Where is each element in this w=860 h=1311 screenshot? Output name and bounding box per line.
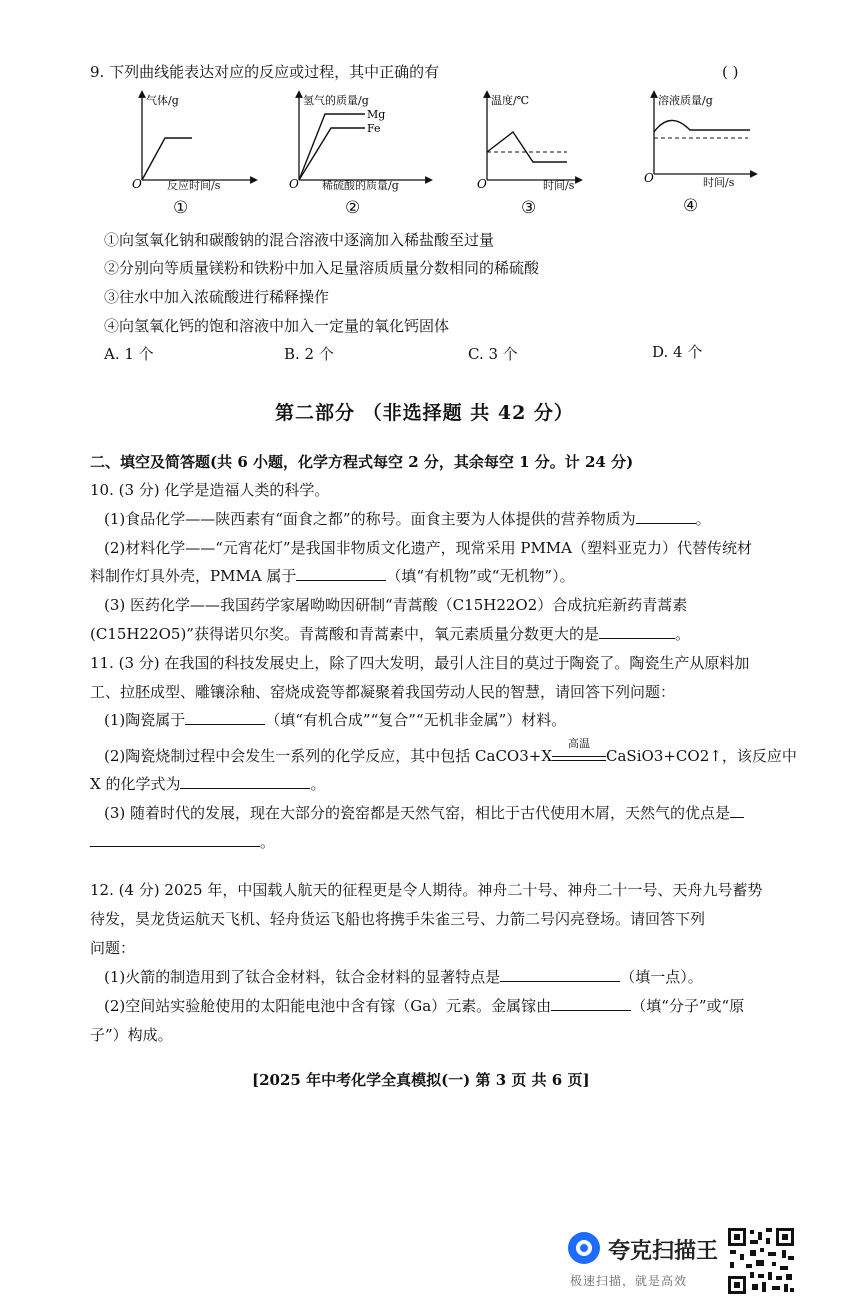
q12-stem-line-3: 问题： xyxy=(90,939,136,957)
q11-part-1: (1)陶瓷属于 （填“有机合成”“复合”“无机非金属”）材料。 xyxy=(104,711,567,729)
q9-answer-paren: ( ) xyxy=(722,63,739,81)
graph-2-number: ② xyxy=(345,198,361,218)
q9-option-a: A. 1 个 xyxy=(104,345,154,363)
q12-part-2: (2)空间站实验舱使用的太阳能电池中含有镓（Ga）元素。金属镓由 （填“分子”或“原 xyxy=(104,997,745,1015)
section-two-heading: 二、填空及简答题(共 6 小题，化学方程式每空 2 分，其余每空 1 分。计 24 分) xyxy=(90,453,634,471)
qr-code-icon xyxy=(726,1226,796,1296)
graph-3-xlabel: 时间/s xyxy=(543,179,575,192)
page-footer: [2025 年中考化学全真模拟(一) 第 3 页 共 6 页] xyxy=(252,1071,590,1089)
q10-stem: 10. (3 分) 化学是造福人类的科学。 xyxy=(90,481,330,499)
q11-part-2b: X 的化学式为 。 xyxy=(90,775,326,793)
q11-part-2: (2)陶瓷烧制过程中会发生一系列的化学反应，其中包括 CaCO3+X 高温 CaSiO3+CO2↑，该反应中 xyxy=(104,737,797,765)
q12-stem-line-2: 待发，昊龙货运航天飞机、轻舟货运飞船也将携手朱雀三号、力箭二号闪亮登场。请回答下列 xyxy=(90,910,706,928)
q12-blank-1 xyxy=(500,967,620,982)
q11-stem-line-1: 11. (3 分) 在我国的科技发展史上，除了四大发明，最引人注目的莫过于陶瓷了。陶瓷生产从原料加 xyxy=(90,654,750,672)
q10-part-2a: (2)材料化学——“元宵花灯”是我国非物质文化遗产，现常采用 PMMA（塑料亚克力）代替传统材 xyxy=(104,539,752,557)
q12-stem-line-1: 12. (4 分) 2025 年，中国载人航天的征程更是令人期待。神舟二十号、神舟二十一号、天舟九号蓄势 xyxy=(90,881,763,899)
graph-2-mg-curve xyxy=(299,114,365,180)
part-two-title: 第二部分 （非选择题 共 42 分） xyxy=(275,402,574,424)
graph-1-origin: O xyxy=(132,177,142,191)
graph-3-ylabel: 温度/℃ xyxy=(491,94,530,107)
graph-3-origin: O xyxy=(477,177,487,191)
q9-option-d: D. 4 个 xyxy=(652,343,703,361)
q11-blank-3a xyxy=(730,803,744,818)
graph-4 xyxy=(640,88,760,188)
graph-4-origin: O xyxy=(644,171,654,185)
graph-2-series-mg: Mg xyxy=(367,108,386,121)
graph-1-ylabel: 气体/g xyxy=(146,94,179,107)
scanner-slogan: 极速扫描，就是高效 xyxy=(570,1274,688,1288)
q11-blank-1 xyxy=(185,710,265,725)
q11-part-3: (3) 随着时代的发展，现在大部分的瓷窑都是天然气窑，相比于古代使用木屑，天然气的优点是 xyxy=(104,803,744,823)
q9-statement-3: ③往水中加入浓硫酸进行稀释操作 xyxy=(104,288,330,306)
q12-part-1: (1)火箭的制造用到了钛合金材料，钛合金材料的显著特点是 （填一点）。 xyxy=(104,968,703,986)
q10-part-3a: (3) 医药化学——我国药学家屠呦呦因研制“青蒿酸（C15H22O2）合成抗疟新药青蒿素 xyxy=(104,596,688,614)
q10-blank-2 xyxy=(296,566,386,581)
graph-4-ylabel: 溶液质量/g xyxy=(658,94,713,107)
q9-statement-4: ④向氢氧化钙的饱和溶液中加入一定量的氧化钙固体 xyxy=(104,317,450,335)
graph-3-curve xyxy=(487,132,567,162)
q10-blank-1 xyxy=(636,509,696,524)
q9-option-c: C. 3 个 xyxy=(468,345,518,363)
scanner-brand-name: 夸克扫描王 xyxy=(608,1239,719,1264)
q11-blank-3b xyxy=(90,832,260,847)
graph-1-curve xyxy=(142,138,192,180)
q10-part-1: (1)食品化学——陕西素有“面食之都”的称号。面食主要为人体提供的营养物质为 。 xyxy=(104,510,711,528)
graph-3-number: ③ xyxy=(521,198,537,218)
scanner-logo-icon xyxy=(568,1232,600,1264)
graph-1-xlabel: 反应时间/s xyxy=(167,179,221,192)
q9-stem: 9. 下列曲线能表达对应的反应或过程，其中正确的有 xyxy=(90,63,440,81)
q10-blank-3 xyxy=(599,624,675,639)
graph-2-ylabel: 氢气的质量/g xyxy=(303,94,369,107)
q12-part-2b: 子”）构成。 xyxy=(90,1026,173,1044)
graph-2-xlabel: 稀硫酸的质量/g xyxy=(322,179,399,192)
q9-option-b: B. 2 个 xyxy=(284,345,334,363)
q9-statement-1: ①向氢氧化钠和碳酸钠的混合溶液中逐滴加入稀盐酸至过量 xyxy=(104,231,495,249)
q9-statement-2: ②分别向等质量镁粉和铁粉中加入足量溶质质量分数相同的稀硫酸 xyxy=(104,259,540,277)
graph-4-curve xyxy=(654,120,750,132)
q11-part-3b: 。 xyxy=(90,832,275,852)
q10-part-3b: (C15H22O5)”获得诺贝尔奖。青蒿酸和青蒿素中，氧元素质量分数更大的是 。 xyxy=(90,625,690,643)
graph-4-number: ④ xyxy=(683,196,699,216)
q11-reaction-arrow: 高温 xyxy=(552,748,606,761)
graph-4-xlabel: 时间/s xyxy=(703,176,735,189)
graph-2-origin: O xyxy=(289,177,299,191)
graph-2-series-fe: Fe xyxy=(367,122,381,135)
q11-stem-line-2: 工、拉胚成型、雕镶涂釉、窑烧成瓷等都凝聚着我国劳动人民的智慧，请回答下列问题： xyxy=(90,683,676,701)
q10-part-2b: 料制作灯具外壳，PMMA 属于 （填“有机物”或“无机物”）。 xyxy=(90,567,575,585)
q12-blank-2 xyxy=(551,996,631,1011)
q11-blank-2 xyxy=(180,774,310,789)
graph-1-number: ① xyxy=(173,198,189,218)
